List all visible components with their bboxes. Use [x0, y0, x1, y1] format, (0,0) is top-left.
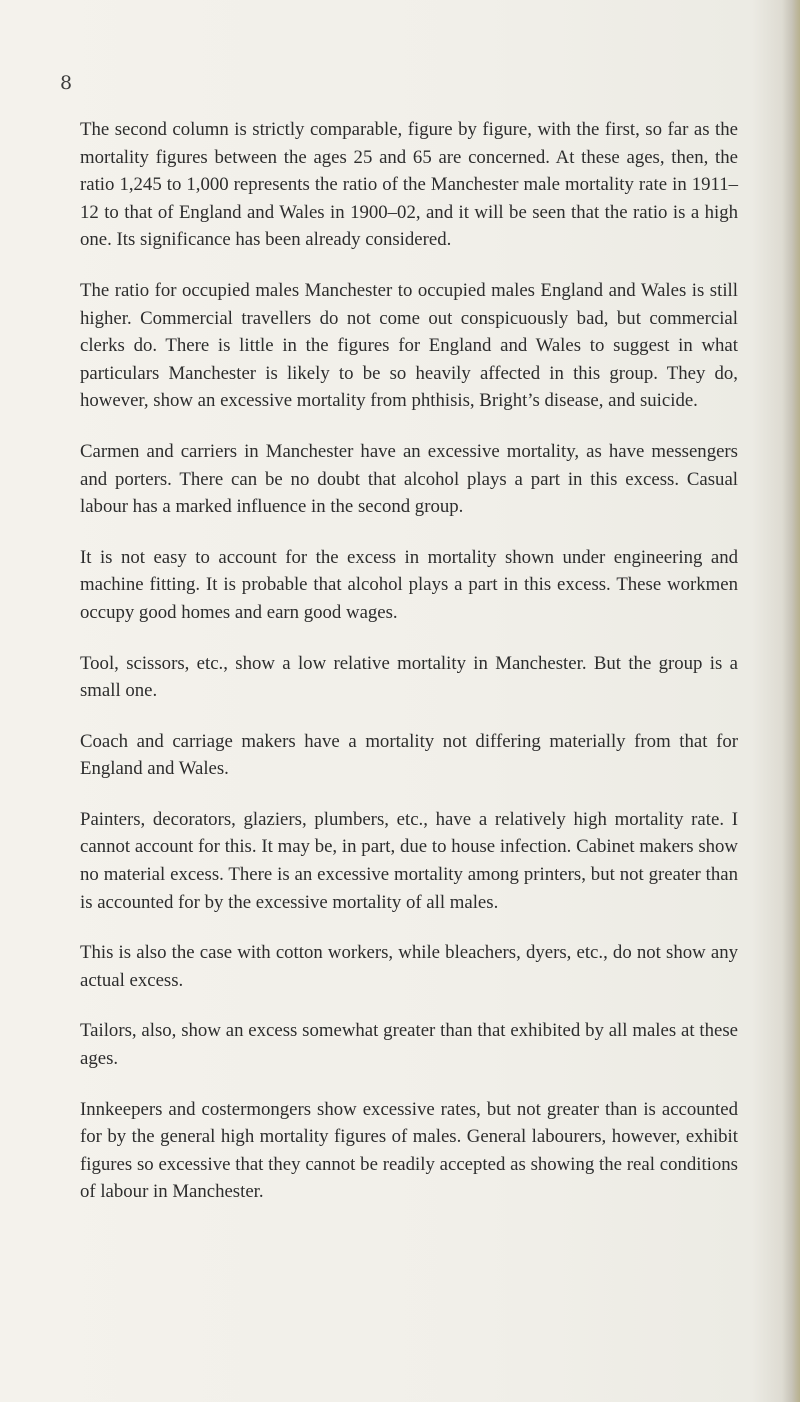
paragraph-occupied-males: The ratio for occupied males Manchester to occupied males England and Wales is still higher. Commercial travellers do not come out conspicuously bad, but commercial clerks do. There is little in the figures for England and Wales to suggest in what particulars Manchester is likely to be so heavily affected in this group. They do, however, show an excessive mortality from phthisis, Bright’s disease, and suicide.: [80, 279, 738, 412]
paragraph-carmen-carriers: Carmen and carriers in Manchester have an excessive mortality, as have messengers and porters. There can be no doubt that alcohol plays a part in this excess. Casual labour has a marked influence in the second group.: [80, 440, 738, 518]
paragraph-ratio-comparison: The second column is strictly comparable, figure by figure, with the first, so far as the mortality figures between the ages 25 and 65 are concerned. At these ages, then, the ratio 1,245 to 1,000 represents the ratio of the Manchester male mortality rate in 1911–12 to that of England and Wales in 1900–02, and it will be seen that the ratio is a high one. Its significance has been already considered.: [80, 119, 738, 251]
paragraph-tailors: Tailors, also, show an excess somewhat greater than that exhibited by all males at these ages.: [80, 1020, 738, 1070]
paragraph-innkeepers: Innkeepers and costermongers show excessive rates, but not greater than is accounted for by the general high mortality figures of males. General labourers, however, exhibit figures so excessive that they cannot be readily accepted as showing the real conditions of labour in Manchester.: [80, 1098, 738, 1203]
body-text: [80, 116, 738, 1229]
paragraph-cotton-workers: This is also the case with cotton workers, while bleachers, dyers, etc., do not show any actual excess.: [80, 942, 738, 991]
paragraph-engineering: It is not easy to account for the excess in mortality shown under engineering and machine fitting. It is probable that alcohol plays a part in this excess. These workmen occupy good homes and earn good wages.: [80, 546, 738, 623]
paragraph-painters: Painters, decorators, glaziers, plumbers, etc., have a relatively high mortality rate. I cannot account for this. It may be, in part, due to house infection. Cabinet makers show no material excess. There is an excessive mortality among printers, but not greater than is accounted for by the excessive mortality of all males.: [80, 808, 738, 913]
page-number: 8: [60, 72, 73, 94]
page-edge-shadow: [782, 0, 800, 1402]
paragraph-tool-scissors: Tool, scissors, etc., show a low relative mortality in Manchester. But the group is a small one.: [80, 652, 738, 702]
paragraph-coach-makers: Coach and carriage makers have a mortality not differing materially from that for England and Wales.: [80, 730, 738, 780]
